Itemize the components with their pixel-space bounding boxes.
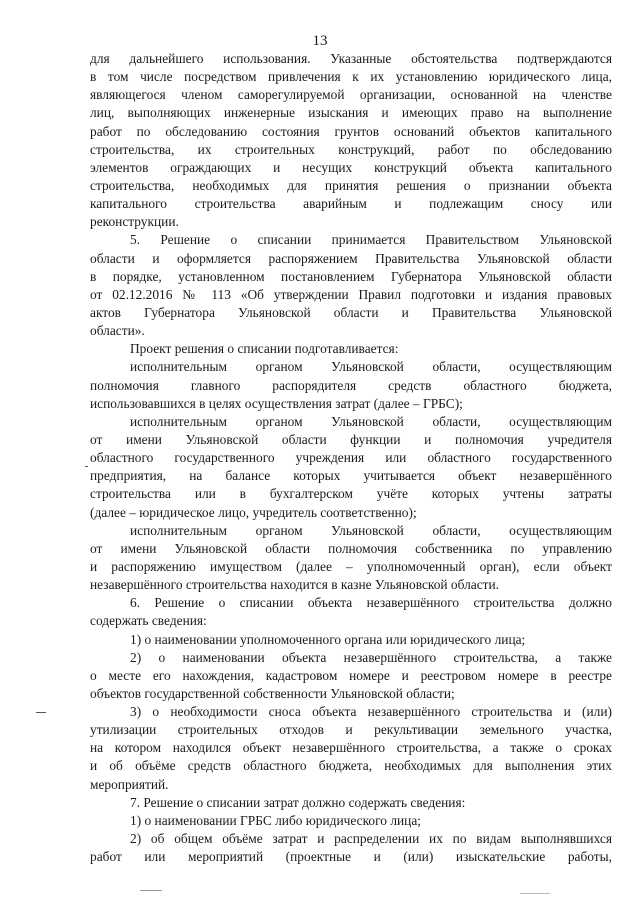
text-line: 1) о наименовании уполномоченного органа или юридического лица; — [130, 631, 526, 647]
text-line: 6. Решение о списании объекта незавершённого строительства должно — [130, 595, 612, 611]
text-line: от имени Ульяновской области полномочия собственника по управлению — [90, 540, 612, 556]
document-body — [90, 50, 612, 866]
text-line: от 02.12.2016 № 113 «Об утверждении Правил подготовки и издания правовых — [90, 286, 612, 302]
text-line: элементов ограждающих и несущих конструкций объекта капитального — [90, 159, 612, 175]
text-line: 3) о необходимости сноса объекта незавершённого строительства и (или) — [130, 704, 612, 720]
text-line: лиц, выполняющих инженерные изыскания и имеющих право на выполнение — [90, 105, 612, 121]
text-line: о месте его нахождения, кадастровом номере и реестровом номере в реестре — [90, 667, 612, 683]
text-line: предприятия, на балансе которых учитывается объект незавершённого — [90, 468, 612, 484]
text-line: исполнительным органом Ульяновской области, осуществляющим — [130, 359, 612, 375]
text-line: реконструкции. — [90, 214, 179, 230]
text-line: и об объёме средств областного бюджета, необходимых для выполнения этих — [90, 758, 612, 774]
page-number: 13 — [312, 33, 328, 49]
text-line: Проект решения о списании подготавливается: — [130, 341, 399, 357]
text-line: в том числе посредством привлечения к их установлению юридического лица, — [90, 69, 612, 85]
text-line: работ или мероприятий (проектные и (или) изыскательские работы, — [90, 849, 612, 865]
scan-artifact — [85, 466, 88, 467]
text-line: области и оформляется распоряжением Правительства Ульяновской области — [90, 250, 612, 266]
text-line: незавершённого строительства находится в казне Ульяновской области. — [90, 577, 500, 593]
text-line: являющегося членом саморегулируемой организации, основанной на членстве — [90, 87, 612, 103]
text-line: для дальнейшего использования. Указанные обстоятельства подтверждаются — [90, 51, 612, 66]
text-line: капитального строительства аварийным и подлежащим сносу или — [90, 196, 612, 212]
scan-artifact — [520, 893, 550, 894]
text-line: строительства или в бухгалтерском учёте которых учтены затраты — [90, 486, 612, 502]
text-line: строительства, их строительных конструкций, работ по обследованию — [90, 141, 612, 157]
scan-artifact — [140, 890, 162, 891]
text-line: (далее – юридическое лицо, учредитель соответственно); — [90, 504, 417, 520]
text-line: использовавшихся в целях осуществления затрат (далее – ГРБС); — [90, 395, 463, 411]
text-line: на котором находился объект незавершённого строительства, а также о сроках — [90, 740, 612, 756]
text-line: 1) о наименовании ГРБС либо юридического лица; — [130, 812, 422, 828]
text-line: содержать сведения: — [90, 613, 207, 629]
text-line: областного государственного учреждения или областного государственного — [90, 450, 612, 466]
text-line: от имени Ульяновской области функции и полномочия учредителя — [90, 431, 612, 447]
text-line: 2) об общем объёме затрат и распределении их по видам выполнявшихся — [130, 831, 612, 847]
text-line: утилизации строительных отходов и рекультивации земельного участка, — [90, 722, 612, 738]
text-line: объектов государственной собственности Ульяновской области; — [90, 685, 455, 701]
text-line: и распоряжению имуществом (далее – уполномоченный орган), если объект — [90, 558, 612, 574]
text-line: строительства, необходимых для принятия решения о признании объекта — [90, 177, 612, 193]
text-line: области». — [90, 323, 145, 339]
text-line: работ по обследованию состояния грунтов оснований объектов капитального — [90, 123, 612, 139]
text-line: исполнительным органом Ульяновской области, осуществляющим — [130, 522, 612, 538]
text-line: исполнительным органом Ульяновской области, осуществляющим — [130, 413, 612, 429]
text-line: полномочия главного распорядителя средств областного бюджета, — [90, 377, 612, 393]
text-line: 7. Решение о списании затрат должно содержать сведения: — [130, 794, 466, 810]
text-line: мероприятий. — [90, 776, 169, 792]
scan-artifact — [36, 712, 46, 713]
text-line: 2) о наименовании объекта незавершённого строительства, а также — [130, 649, 612, 665]
text-line: 5. Решение о списании принимается Правительством Ульяновской — [130, 232, 612, 248]
text-line: актов Губернатора Ульяновской области и Правительства Ульяновской — [90, 304, 612, 320]
text-line: в порядке, установленном постановлением Губернатора Ульяновской области — [90, 268, 612, 284]
